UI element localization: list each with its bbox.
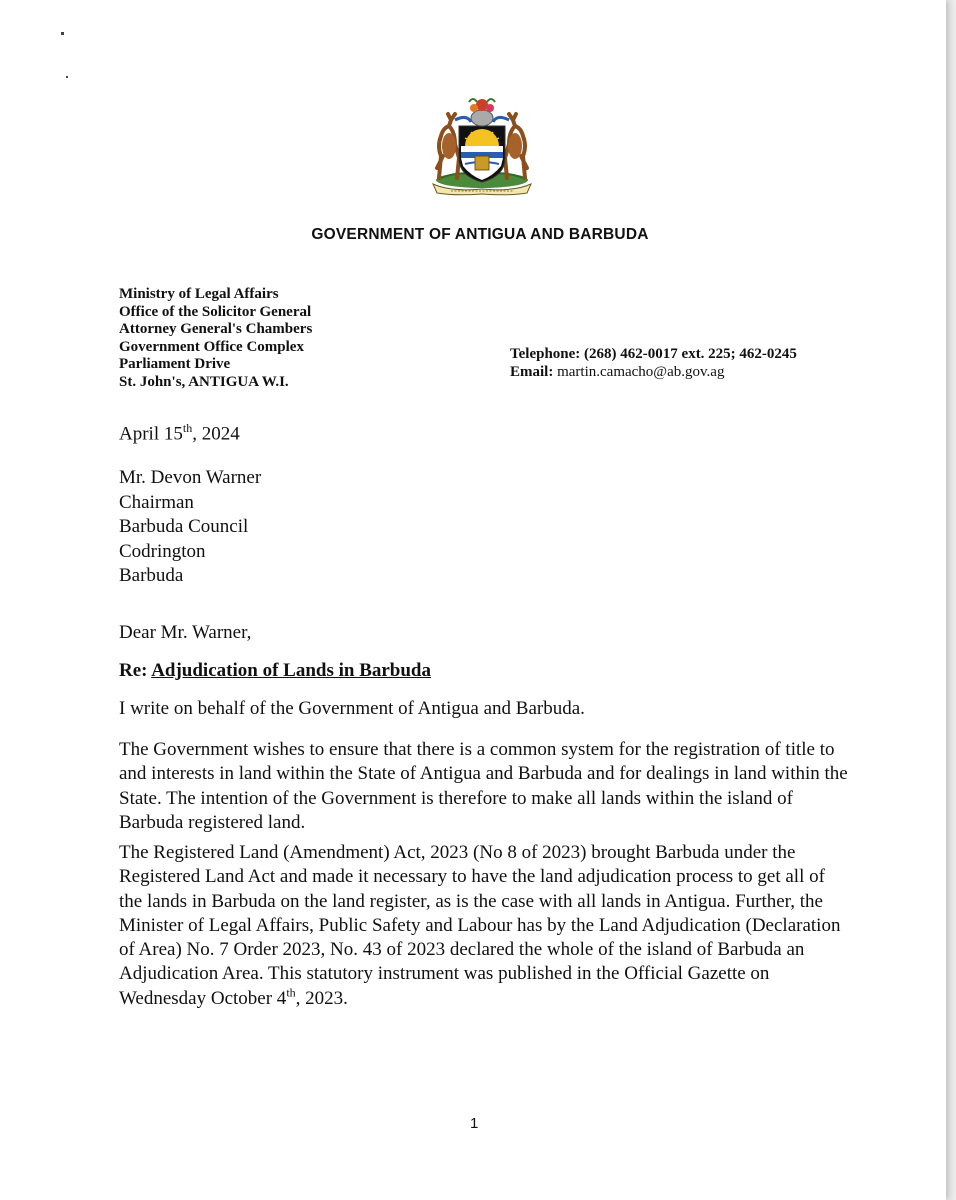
coat-of-arms-icon xyxy=(421,96,543,196)
recipient-line: Barbuda xyxy=(119,565,184,586)
salutation: Dear Mr. Warner, xyxy=(119,622,252,643)
date-suffix: th xyxy=(286,985,296,1000)
address-line: St. John's, ANTIGUA W.I. xyxy=(119,373,289,390)
email-line xyxy=(510,364,797,382)
recipient-block xyxy=(119,466,261,589)
address-line: Parliament Drive xyxy=(119,356,231,373)
recipient-line: Mr. Devon Warner xyxy=(119,467,262,488)
contact-block xyxy=(510,346,797,381)
email-label: Email: xyxy=(510,363,554,380)
page-number: 1 xyxy=(470,1115,479,1132)
address-line: Attorney General's Chambers xyxy=(119,321,313,338)
body-paragraph: I write on behalf of the Government of Antigua and Barbuda. xyxy=(119,698,585,719)
body-paragraph: The Government wishes to ensure that there is a common system for the registration of title to and interests in land within the State of Antigua and Barbuda and for dealings in land within the State. The intention of the Government is therefore to make all lands within the island of Barbuda registered land. xyxy=(119,739,848,833)
government-title: GOVERNMENT OF ANTIGUA AND BARBUDA xyxy=(311,226,649,243)
body-paragraph xyxy=(119,841,849,1011)
address-line: Office of the Solicitor General xyxy=(119,303,312,320)
email-value: martin.camacho@ab.gov.ag xyxy=(557,363,725,380)
telephone-line xyxy=(510,346,797,364)
address-line: Government Office Complex xyxy=(119,338,304,355)
scan-speck xyxy=(66,76,68,78)
date-day: April 15 xyxy=(119,423,183,445)
subject-prefix: Re: xyxy=(119,660,148,681)
recipient-line: Barbuda Council xyxy=(119,516,249,537)
date-suffix: th xyxy=(182,421,193,435)
paragraph-end: , 2023. xyxy=(295,987,348,1009)
telephone-label: Telephone: xyxy=(510,346,581,362)
recipient-line: Codrington xyxy=(119,540,206,562)
sender-address-block xyxy=(119,286,312,392)
subject-line xyxy=(119,660,431,682)
telephone-value: (268) 462-0017 ext. 225; 462-0245 xyxy=(584,346,797,362)
address-line: Ministry of Legal Affairs xyxy=(119,286,279,302)
date-year: , 2024 xyxy=(192,423,240,445)
recipient-line: Chairman xyxy=(119,491,194,513)
scan-speck xyxy=(61,32,64,35)
letter-date xyxy=(119,421,240,445)
paragraph-text: The Registered Land (Amendment) Act, 2023 (No 8 of 2023) brought Barbuda under the Registered Land Act and made it necessary to have the land adjudication process to get all of the lands in Barbuda on the land register, as is the case with all lands in Antigua. Further, the Minister of Legal Affairs, Public Safety and Labour has by the Land Adjudication (Declaration of Area) No. 7 Order 2023, No. 43 of 2023 declared the whole of the island of Barbuda an Adjudication Area. This statutory instrument was published in the Official Gazette on Wednesday October 4 xyxy=(119,842,841,1009)
subject-text: Adjudication of Lands in Barbuda xyxy=(151,660,432,681)
